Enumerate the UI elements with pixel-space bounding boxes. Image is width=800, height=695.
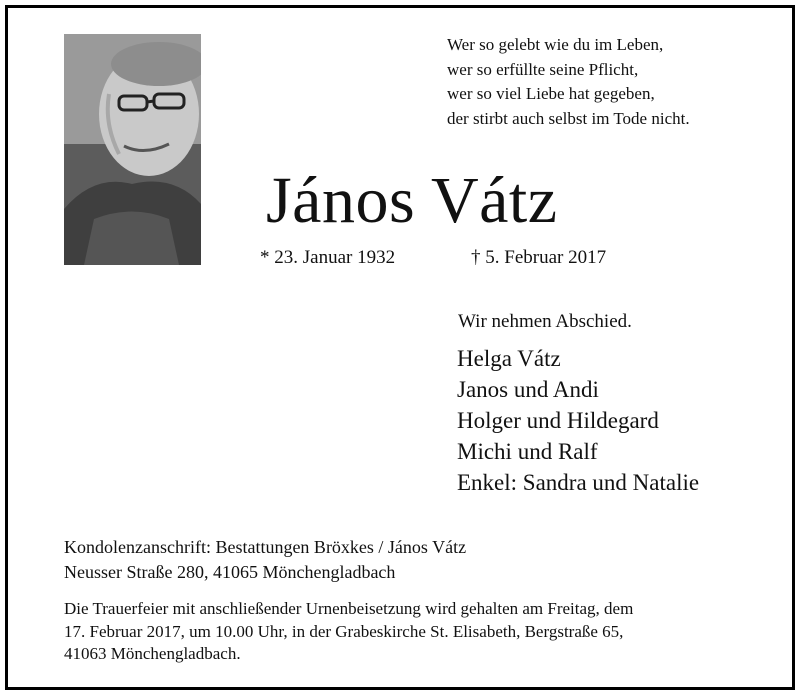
family-member: Holger und Hildegard — [457, 408, 659, 433]
obituary-frame — [5, 5, 795, 690]
ceremony-notice — [64, 598, 754, 666]
ceremony-line: Die Trauerfeier mit anschließender Urnenbeisetzung wird gehalten am Freitag, dem — [64, 599, 634, 618]
condolence-address — [64, 535, 466, 585]
family-member: Janos und Andi — [457, 377, 599, 402]
family-member: Helga Vátz — [457, 346, 561, 371]
birth-date: * 23. Januar 1932 — [260, 247, 396, 268]
death-date: † 5. Februar 2017 — [471, 247, 607, 268]
family-member: Michi und Ralf — [457, 439, 598, 464]
poem-line: wer so erfüllte seine Pflicht, — [447, 59, 639, 79]
poem-line: Wer so gelebt wie du im Leben, — [447, 35, 664, 54]
address-line: Neusser Straße 280, 41065 Mönchengladbach — [64, 562, 396, 582]
farewell-text: Wir nehmen Abschied. — [458, 311, 632, 332]
ceremony-line: 41063 Mönchengladbach. — [64, 644, 241, 663]
address-line: Kondolenzanschrift: Bestattungen Bröxkes / János Vátz — [64, 537, 467, 557]
family-list — [457, 343, 699, 498]
portrait-photo-icon — [64, 34, 201, 265]
deceased-name: János Vátz — [266, 164, 558, 237]
ceremony-line: 17. Februar 2017, um 10.00 Uhr, in der Grabeskirche St. Elisabeth, Bergstraße 65, — [64, 621, 624, 641]
poem — [447, 33, 690, 131]
family-member: Enkel: Sandra und Natalie — [457, 470, 700, 495]
portrait-photo — [64, 34, 201, 265]
poem-line: wer so viel Liebe hat gegeben, — [447, 84, 655, 103]
poem-line: der stirbt auch selbst im Tode nicht. — [447, 108, 690, 128]
